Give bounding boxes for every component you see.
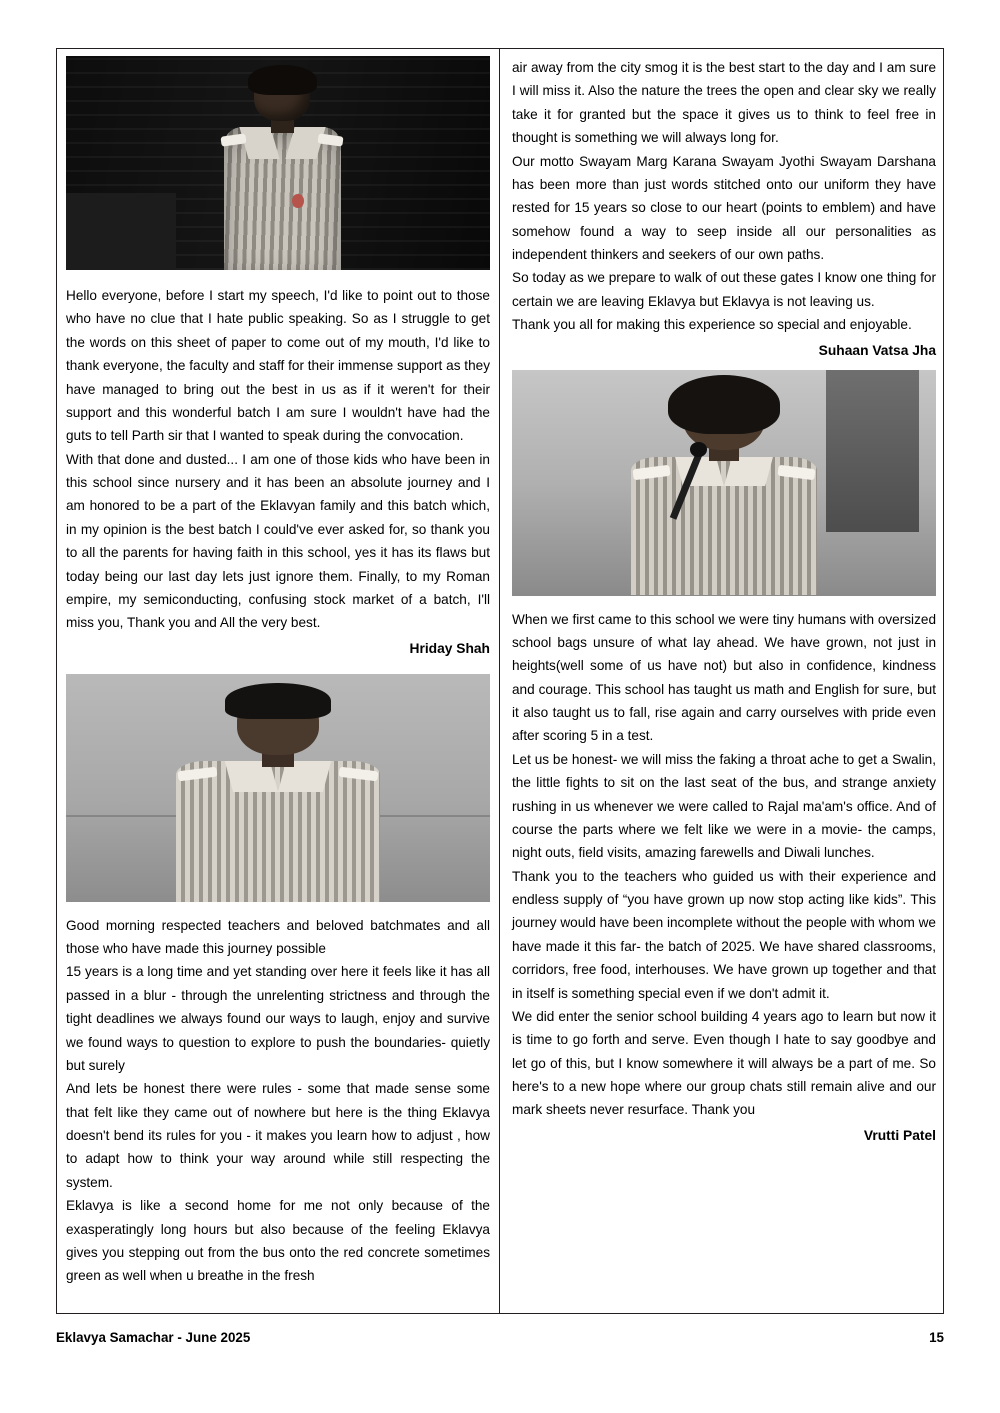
article-signature: Hriday Shah [409, 640, 490, 656]
article-paragraph: With that done and dusted... I am one of those kids who have been in this school since nursery and it has been an absolute journey and I am honored to be a part of the Eklavyan family and this batch which, in my opinion is the best batch I could've ever asked for, so thank you to all the parents for having faith in this school, yes it has its flaws but today being our last day lets just ignore them. Finally, to my Roman empire, my semiconducting, confusing stock market of a batch, I'll miss you, Thank you and All the very best. [66, 451, 490, 631]
student-speaker-photo-second [66, 674, 490, 902]
column-divider [499, 48, 500, 1314]
article-paragraph: Eklavya is like a second home for me not only because of the exasperatingly long hours but also because of the feeling Eklavya gives you stepping out from the bus onto the red concrete sometimes green as well when u breathe in the fresh [66, 1198, 490, 1284]
hair [248, 65, 317, 95]
article-paragraph: Thank you all for making this experience so special and enjoyable. [512, 317, 912, 333]
person-figure [219, 69, 346, 270]
article-paragraph: Our motto Swayam Marg Karana Swayam Jyothi Swayam Darshana has been more than just words stitched onto our uniform they have rested for 15 years so close to our heart (points to emblem) and have somehow found a way to seep inside all our personalities as independent thinkers and seekers of our own paths. [512, 153, 936, 262]
person-figure [631, 385, 818, 595]
article-paragraph: So today as we prepare to walk of out these gates I know one thing for certain we are leaving Eklavya but Eklavya is not leaving us. [512, 270, 936, 309]
student-speaker-photo-hriday [66, 56, 490, 270]
hair [225, 683, 331, 719]
article-paragraph: air away from the city smog it is the best start to the day and I am sure I will miss it. Also the nature the trees the open and clear sky we really take it for granted but the space it gives us to think to feel free in thought is something we will always long for. [512, 60, 936, 146]
page-footer [56, 1330, 944, 1345]
uniform-shirt [631, 457, 818, 596]
collar-right [724, 457, 773, 486]
article-signature: Suhaan Vatsa Jha [818, 342, 936, 358]
article-paragraph: Good morning respected teachers and beloved batchmates and all those who have made this journey possible [66, 917, 490, 956]
footer-publication-title: Eklavya Samachar - June 2025 [56, 1330, 251, 1345]
page-number: 15 [929, 1330, 944, 1345]
article-paragraph: 15 years is a long time and yet standing over here it feels like it has all passed in a blur - through the unrelenting strictness and through the tight deadlines we always found our ways to laugh, enjoy and survive we found ways to question to explore to push the boundaries- quietly but surely [66, 964, 490, 1073]
podium-shape [66, 193, 176, 270]
right-column [512, 56, 936, 1143]
uniform-badge [292, 194, 303, 208]
hair [668, 375, 780, 434]
microphone-head [690, 442, 707, 457]
student-speaker-photo-vrutti [512, 370, 936, 596]
article-paragraph: When we first came to this school we were tiny humans with oversized school bags unsure of what lay ahead. We have grown, not just in heights(well some of us have not) but also in confidence, kindness and courage. This school has taught us math and English for sure, but it also taught us to fall, rise again and carry ourselves with pride even after scoring 5 in a test. [512, 611, 936, 744]
person-figure [176, 692, 380, 902]
uniform-shirt [224, 127, 341, 270]
door-shape [826, 370, 919, 533]
article-paragraph: Thank you to the teachers who guided us with their experience and endless supply of “you have grown up now stop acting like kids”. This journey would have been incomplete without the people with whom we have made it this far- the batch of 2025. We have shared classrooms, corridors, free food, interhouses. We have grown up together and that in itself is something special even if we don't admit it. [512, 868, 936, 1001]
article-paragraph: Hello everyone, before I start my speech, I'd like to point out to those who have no clue that I hate public speaking. So as I struggle to get the words on this sheet of paper to come out of my mouth, I'd like to thank everyone, the faculty and staff for their immense support as they have managed to bring out the best in us as if it weren't for their support and this wonderful batch I am sure I wouldn't have had the guts to tell Parth sir that I wanted to speak during the convocation. [66, 288, 490, 444]
uniform-shirt [176, 761, 380, 902]
article-paragraph: We did enter the senior school building 4 years ago to learn but now it is time to go forth and serve. Even though I hate to say goodbye and let go of this, but I know somewhere it will always be a part of me. So here's to a new hope where our group chats still remain alive and our mark sheets never resurface. Thank you [512, 1008, 936, 1118]
article-signature: Vrutti Patel [863, 1127, 936, 1143]
article-paragraph: And lets be honest there were rules - some that made sense some that felt like they came out of nowhere but here is the thing Eklavya doesn't bend its rules for you - it makes you learn how to adjust , how to adapt how to think your way around while still respecting the system. [66, 1081, 490, 1190]
article-paragraph: Let us be honest- we will miss the faking a throat ache to get a Swalin, the little fights to sit on the last seat of the bus, and strange anxiety rushing in us whenever we were called to Rajal ma'am's office. And of course the parts where we felt like we were in a movie- the camps, night outs, field visits, amazing farewells and Diwali lunches. [512, 751, 936, 861]
left-column [66, 56, 490, 1288]
